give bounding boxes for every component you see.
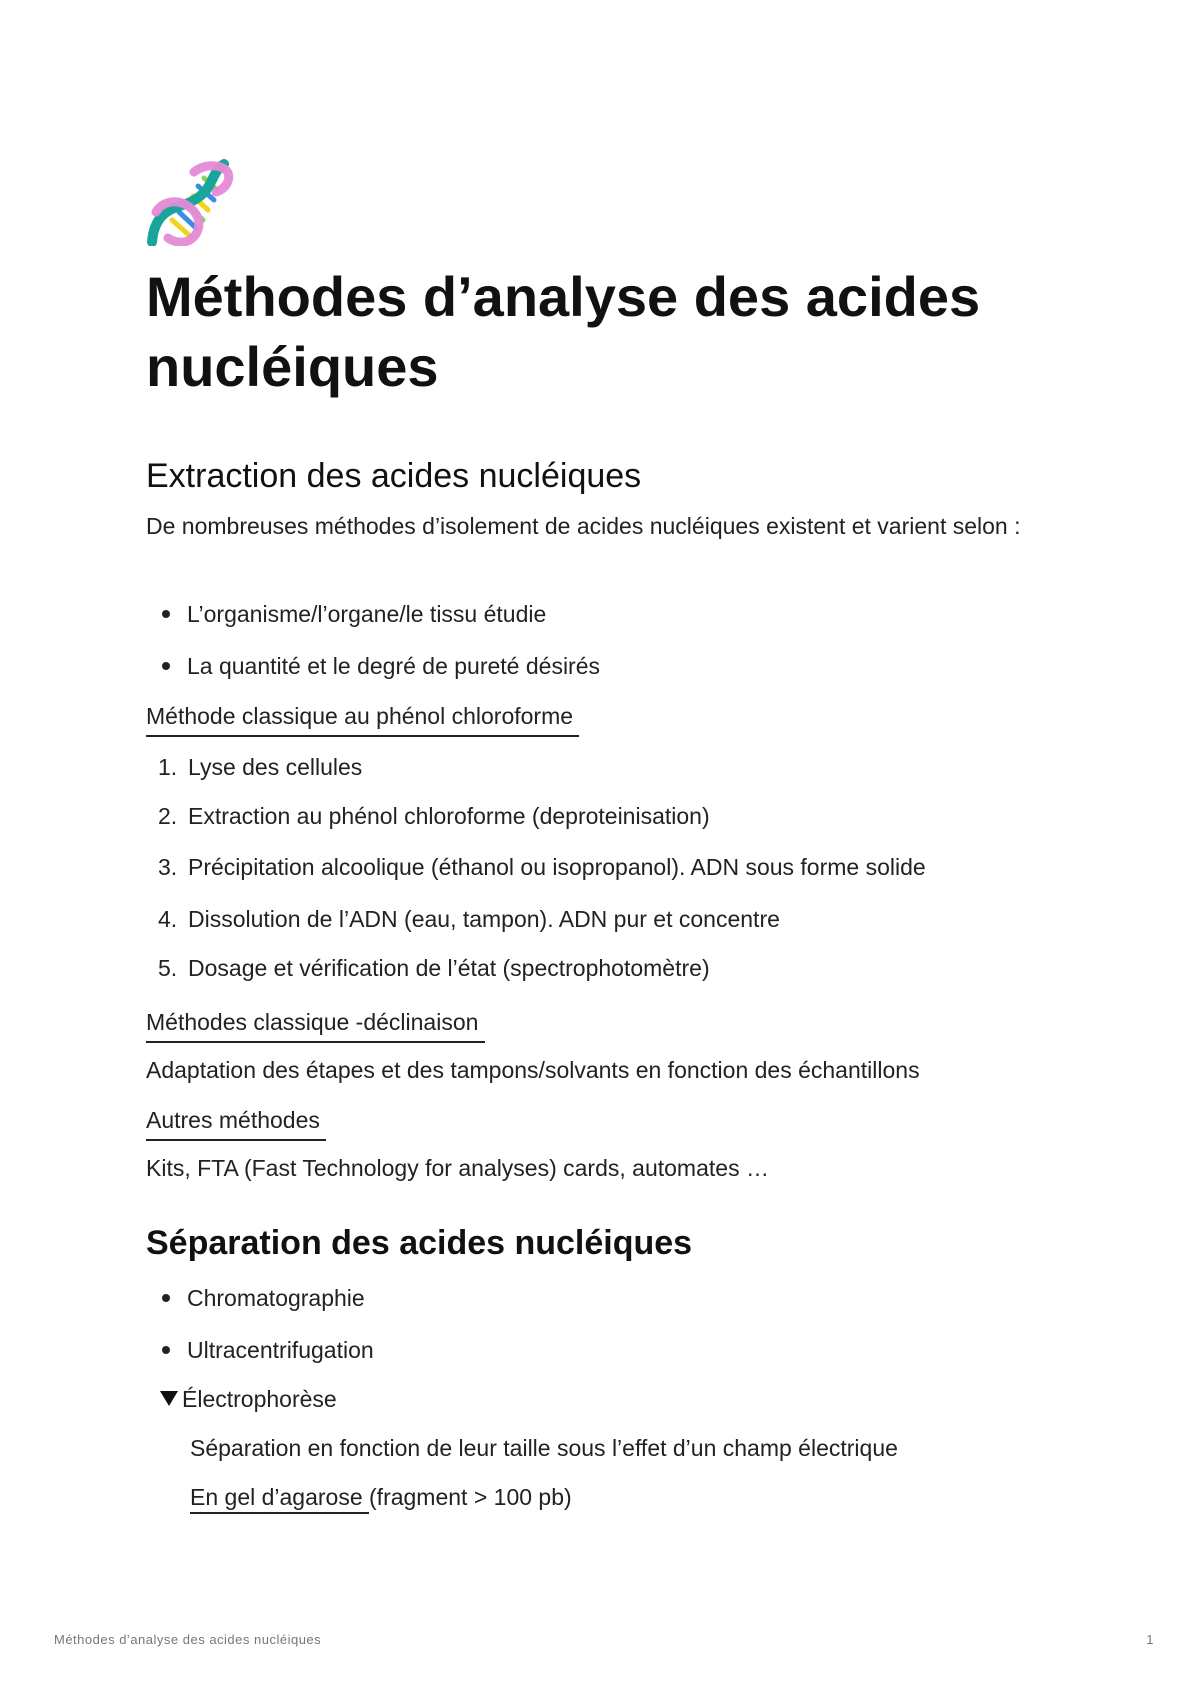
subheading-classic-method: Méthode classique au phénol chloroforme <box>146 701 579 737</box>
triangle-down-icon[interactable] <box>160 1391 178 1406</box>
extraction-intro: De nombreuses méthodes d’isolement de acides nucléiques existent et varient selon : <box>146 513 1021 539</box>
bullet-icon <box>162 1346 170 1354</box>
footer-title: Méthodes d’analyse des acides nucléiques <box>54 1632 322 1647</box>
list-item: Ultracentrifugation <box>158 1335 374 1365</box>
list-item: La quantité et le degré de pureté désirés <box>158 651 600 681</box>
bullet-icon <box>162 610 170 618</box>
section-heading-separation: Séparation des acides nucléiques <box>146 1224 693 1262</box>
list-item: 1. Lyse des cellules <box>158 754 363 780</box>
list-item: 4. Dissolution de l’ADN (eau, tampon). ADN pur et concentre <box>158 906 780 932</box>
variant-text: Adaptation des étapes et des tampons/solvants en fonction des échantillons <box>146 1057 920 1083</box>
gel-agarose-link[interactable]: En gel d’agarose <box>190 1484 369 1514</box>
gel-line <box>190 1482 572 1512</box>
list-item: Chromatographie <box>158 1283 365 1313</box>
subheading-classic-variant: Méthodes classique -déclinaison <box>146 1007 485 1043</box>
toggle-label: Électrophorèse <box>182 1386 337 1412</box>
list-item: 5. Dosage et vérification de l’état (spectrophotomètre) <box>158 955 710 981</box>
bullet-icon <box>162 662 170 670</box>
gel-suffix: (fragment > 100 pb) <box>369 1484 572 1510</box>
list-item: 2. Extraction au phénol chloroforme (deproteinisation) <box>158 803 710 829</box>
section-heading-extraction: Extraction des acides nucléiques <box>146 457 642 495</box>
bullet-icon <box>162 1294 170 1302</box>
other-methods-text: Kits, FTA (Fast Technology for analyses) cards, automates … <box>146 1155 769 1181</box>
list-item: 3. Précipitation alcoolique (éthanol ou isopropanol). ADN sous forme solide <box>158 854 926 880</box>
list-item: L’organisme/l’organe/le tissu étudie <box>158 599 546 629</box>
page-number: 1 <box>1146 1632 1154 1647</box>
dna-icon <box>146 158 234 246</box>
toggle-content-text: Séparation en fonction de leur taille sous l’effet d’un champ électrique <box>190 1435 898 1461</box>
toggle-electrophoresis[interactable] <box>160 1384 337 1414</box>
subheading-other-methods: Autres méthodes <box>146 1105 326 1141</box>
page-title: Méthodes d’analyse des acides nucléiques <box>146 265 981 398</box>
